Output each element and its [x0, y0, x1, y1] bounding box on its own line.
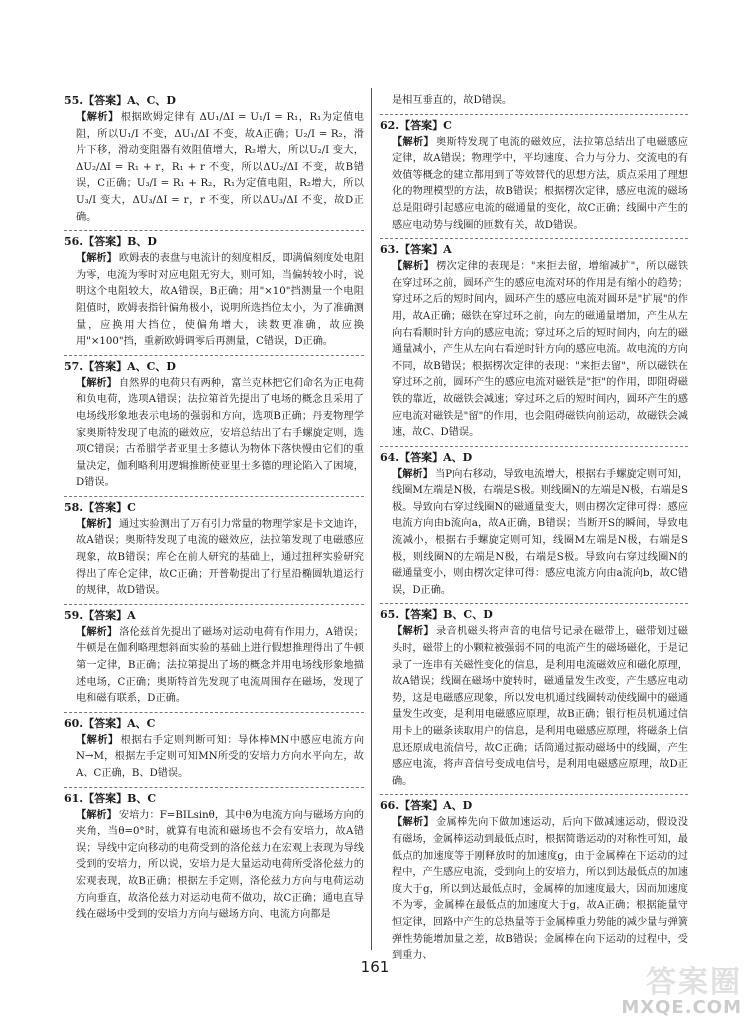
answer-head: 56.【答案】B、D — [64, 235, 157, 249]
answer-head: 55.【答案】A、C、D — [64, 94, 176, 107]
analysis-body: 当P向右移动，导致电流增大，根据右手螺旋定则可知，线圈M左端是N极，右端是S极。则线圈N的左端是N极，右端是S极。导致向右穿过线圈N的磁通量变大，则由楞次定律可得：感应电流方向由b流向a，故A正确，B错误；当断开S的瞬间，导致电流减小，根据右手螺旋定则可知，线圈M左端是N极，右端是S极，则线圈N的左端是N极，右端是S极。导致向右穿过线圈N的磁通量变小，则由楞次定律可得：感应电流方向由a流向b，故C错误，D正确。 — [392, 468, 689, 596]
analysis-body: 通过实验测出了万有引力常量的物理学家是卡文迪许，故A错误；奥斯特发现了电流的磁效应，法拉第发现了电磁感应现象，故B错误；库仑在前人研究的基础上，通过扭秤实验研究得出了库仑定律，故C正确；开普勒提出了行星沿椭圆轨道运行的规律，故D错误。 — [76, 518, 365, 597]
analysis-tag: 【解析】 — [392, 260, 435, 273]
analysis-body: 根据欧姆定律有 ΔU₁/ΔI = U₁/I = R₁，R₁为定值电阻，所以U₁/I 不变，ΔU₁/ΔI 不变，故A正确；U₂/I = R₂，滑片下移，滑动变阻器有效阻值增大，R₂增大，所以U₂/I 变大，ΔU₂/ΔI = R₁ + r，R₁ + r 不变，所以ΔU₂/ΔI 不变，故B错误，C正确；U₃/I = R₁ + R₂，R₁为定值电阻，R₂增大，所以U₃/I 变大，ΔU₃/ΔI = r，r 不变，所以ΔU₃/ΔI 不变，故D正确。 — [76, 112, 364, 223]
analysis-text — [76, 732, 364, 783]
answer-item-63 — [380, 239, 688, 447]
analysis-body: 欧姆表的表盘与电流计的刻度相反，即满偏刻度处电阻为零，电流为零时对应电阻无穷大，则可知，当偏转较小时，说明这个电阻较大，故A错误，B正确；用"×10"挡测量一个电阻阻值时，欧姆表指针偏角极小，说明所选挡位太小，为了准确测量，应换用大挡位，使偏角增大，读数更准确，故应换用"×100"挡，重新欧姆调零后再测量，C错误，D正确。 — [76, 253, 365, 348]
watermark-bottom: MXQE.COM — [621, 997, 742, 1018]
answer-head: 63.【答案】A — [380, 243, 452, 257]
analysis-text — [76, 109, 364, 226]
answer-item-57 — [64, 356, 364, 497]
analysis-tag: 【解析】 — [392, 135, 435, 148]
analysis-body: 安培力：F=BILsinθ，其中θ为电流方向与磁场方向的夹角，当θ=0°时，就算有电流和磁场也不会有安培力，故A错误；导线中定向移动的电荷受到的洛伦兹力在宏观上表现为导线受到的安培力，所以说，安培力是大量运动电荷所受洛伦兹力的宏观表现，故B正确；根据左手定则，洛伦兹力方向与电荷运动方向垂直，故洛伦兹力对运动电荷不做功，故C正确；通电直导线在磁场中受到的安培力方向与磁场方向、电流方向都是 — [76, 809, 364, 921]
answer-item-64 — [380, 447, 688, 605]
analysis-body: 奥斯特发现了电流的磁效应，法拉第总结出了电磁感应定律，故A错误；物理学中，平均速度、合力与分力、交流电的有效值等概念的建立都用到了等效替代的思想方法，质点采用了理想化的物理模型的方法，故B错误；根据楞次定律，感应电流的磁场总是阻碍引起感应电流的磁通量的变化，故C正确；线圈中产生的感应电动势与线圈的匝数有关，故D错误。 — [392, 136, 688, 231]
answer-item-61 — [64, 788, 364, 928]
answer-head: 65.【答案】B、C、D — [380, 608, 493, 622]
answer-item-66 — [380, 795, 688, 968]
continuation-item — [380, 90, 688, 115]
answer-item-55 — [64, 90, 364, 231]
watermark-top: 答案圈 — [646, 965, 742, 1000]
analysis-body: 金属棒先向下做加速运动，后向下做减速运动，假设没有磁场，金属棒运动到最低点时，根据简谐运动的对称性可知，最低点的加速度等于刚释放时的加速度g，由于金属棒在下运动的过程中，产生感应电流，受到向上的安培力，所以到达最低点的加速度大于g，所以到达最低点时，金属棒的加速度最大，因而加速度不为零，金属棒在最低点的加速度大于g，故A正确；根据能量守恒定律，回路中产生的总热量等于金属棒重力势能的减少量与弹簧弹性势能增加量之差，故B错误；金属棒在向下运动的过程中，受到重力、 — [392, 817, 688, 962]
analysis-tag: 【解析】 — [76, 111, 119, 123]
answer-head: 60.【答案】A、C — [64, 716, 156, 730]
analysis-text — [392, 623, 688, 790]
analysis-tag: 【解析】 — [76, 808, 117, 821]
answer-head: 59.【答案】A — [64, 608, 136, 622]
answer-item-59 — [64, 605, 364, 713]
analysis-tag: 【解析】 — [76, 252, 117, 265]
answer-head: 66.【答案】A、D — [380, 799, 473, 813]
analysis-text — [392, 814, 688, 964]
analysis-text — [76, 807, 364, 924]
analysis-text — [76, 624, 364, 708]
answer-head: 64.【答案】A、D — [380, 450, 473, 464]
analysis-text — [392, 134, 688, 235]
answer-head: 57.【答案】A、C、D — [64, 359, 176, 373]
answer-item-56 — [64, 231, 364, 356]
analysis-tag: 【解析】 — [76, 517, 117, 530]
analysis-text — [392, 466, 688, 600]
analysis-text — [76, 375, 364, 492]
column-divider — [371, 88, 372, 950]
page-number: 161 — [360, 958, 390, 976]
answer-head: 58.【答案】C — [64, 500, 136, 514]
analysis-text — [76, 516, 364, 600]
analysis-text — [76, 250, 364, 351]
left-column — [64, 90, 364, 928]
analysis-body: 洛伦兹首先提出了磁场对运动电荷有作用力，A错误；牛顿是在伽利略理想斜面实验的基础上进行假想推理得出了牛顿第一定律，B正确；法拉第提出了场的概念并用电场线形象地描述电场，C正确；奥斯特首先发现了电流周围存在磁场，发现了电和磁有联系，D正确。 — [76, 626, 364, 705]
answer-item-58 — [64, 497, 364, 605]
answer-item-65 — [380, 604, 688, 795]
right-column — [380, 90, 688, 969]
continuation-text: 是相互垂直的，故D错误。 — [392, 95, 513, 106]
answer-head: 62.【答案】C — [380, 118, 452, 132]
analysis-body: 楞次定律的表现是："来拒去留，增缩减扩"，所以磁铁在穿过环之前，圆环产生的感应电流对环的作用是有缩小的趋势；穿过环之后的短时间内，圆环产生的感应电流对圆环是"扩展"的作用，故A正确；磁铁在穿过环之前，向左的磁通量增加，产生从左向右看顺时针方向的感应电流；穿过环之后的短时间内，向左的磁通量减小，产生从左向右看逆时针方向的感应电流。故电流的方向不同，故B错误；根据楞次定律的表现："来拒去留"，所以磁铁在穿过环之前，圆环产生的感应电流对磁铁是"拒"的作用，即阻碍磁铁的靠近，故磁铁会减速；穿过环之后的短时间内，圆环产生的感应电流对磁铁是"留"的作用，也会阻碍磁铁向前运动，故磁铁会减速，故C、D错误。 — [392, 261, 689, 439]
analysis-tag: 【解析】 — [392, 467, 434, 480]
analysis-tag: 【解析】 — [76, 376, 117, 389]
answer-item-62 — [380, 115, 688, 240]
answer-item-60 — [64, 713, 364, 788]
analysis-body: 根据右手定则判断可知：导体棒MN中感应电流方向N→M，根据左手定则可知MN所受的安培力方向水平向左，故A、C正确，B、D错误。 — [76, 734, 365, 779]
answer-head: 61.【答案】B、C — [64, 791, 157, 805]
analysis-text — [392, 258, 688, 442]
analysis-body: 录音机磁头将声音的电信号记录在磁带上，磁带划过磁头时，磁带上的小颗粒被强弱不同的电流产生的磁场磁化，于是记录了一连串有关磁性变化的信息，是利用电流磁效应和磁化原理，故A错误；线圈在磁场中旋转时，磁通量发生改变，产生感应电动势，这是电磁感应现象，所以发电机通过线圈转动使线圈中的磁通量发生改变，是利用电磁感应原理，故B正确；银行柜员机通过信用卡上的磁条读取用户的信息，是利用电磁感应原理，将磁条上信息还原成电流信号，故C正确；话筒通过振动磁场中的线圈，产生感应电流，将声音信号变成电信号，是利用电磁感应原理，故D正确。 — [392, 626, 688, 787]
analysis-tag: 【解析】 — [76, 733, 119, 746]
watermark-logo — [592, 965, 742, 1020]
analysis-tag: 【解析】 — [392, 625, 435, 638]
analysis-body: 自然界的电荷只有两种，富兰克林把它们命名为正电荷和负电荷，选项A错误；法拉第首先提出了电场的概念且采用了电场线形象地表示电场的强弱和方向，选项B正确；丹麦物理学家奥斯特发现了电流的磁效应，安培总结出了右手螺旋定则，选项C错误；古希腊学者亚里士多德认为物体下落快慢由它们的重量决定，伽利略利用逻辑推断使亚里士多德的理论陷入了困境，D错误。 — [76, 377, 365, 489]
analysis-tag: 【解析】 — [76, 625, 118, 638]
analysis-tag: 【解析】 — [392, 816, 435, 829]
